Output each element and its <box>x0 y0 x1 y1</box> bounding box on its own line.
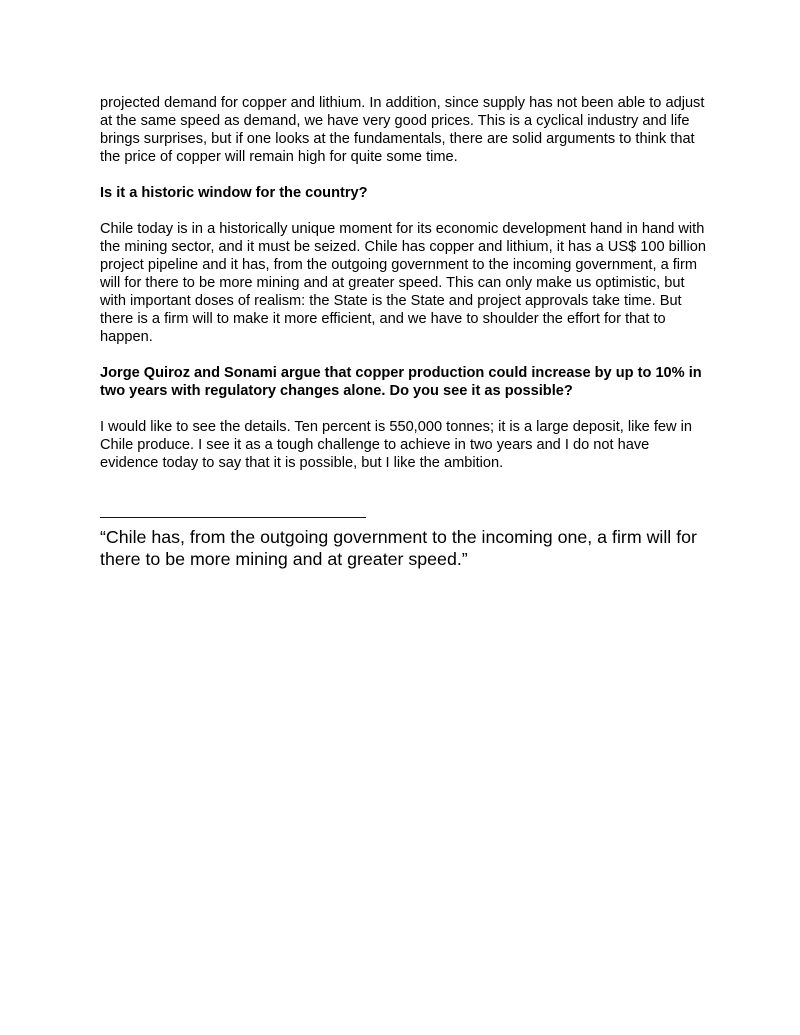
interview-question: Jorge Quiroz and Sonami argue that copper production could increase by up to 10% in two years with regulatory changes alone. Do you see it as possible? <box>100 365 702 399</box>
pull-quote: “Chile has, from the outgoing government to the incoming one, a firm will for there to be more mining and at greater speed.” <box>100 527 697 569</box>
interview-answer: I would like to see the details. Ten percent is 550,000 tonnes; it is a large deposit, like few in Chile produce. I see it as a tough challenge to achieve in two years and I do not have evidence today to say that it is possible, but I like the ambition. <box>100 419 692 471</box>
separator-line: ——————————————————— <box>100 508 366 524</box>
interview-question: Is it a historic window for the country? <box>100 185 368 201</box>
document-body <box>100 94 710 570</box>
body-paragraph: projected demand for copper and lithium. In addition, since supply has not been able to adjust at the same speed as demand, we have very good prices. This is a cyclical industry and life brings surprises, but if one looks at the fundamentals, there are solid arguments to think that the price of copper will remain high for quite some time. <box>100 95 705 165</box>
interview-answer: Chile today is in a historically unique moment for its economic development hand in hand with the mining sector, and it must be seized. Chile has copper and lithium, it has a US$ 100 billion project pipeline and it has, from the outgoing government to the incoming government, a firm will for there to be more mining and at greater speed. This can only make us optimistic, but with important doses of realism: the State is the State and project approvals take time. But there is a firm will to make it more efficient, and we have to shoulder the effort for that to happen. <box>100 221 706 345</box>
